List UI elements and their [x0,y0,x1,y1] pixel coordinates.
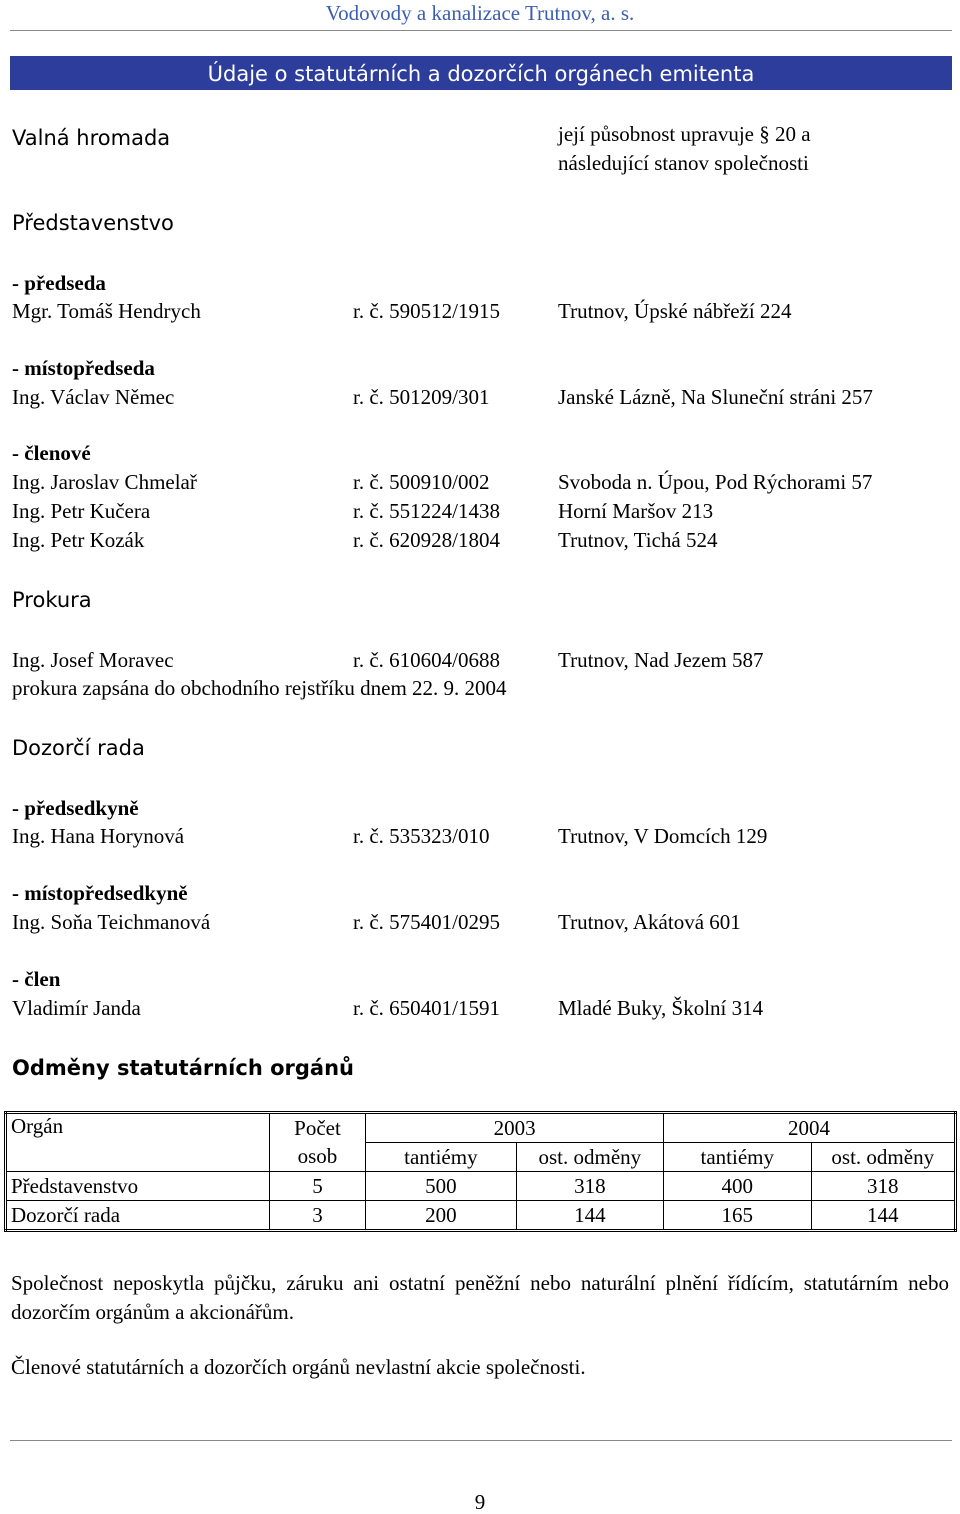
clen-label: - člen [12,967,61,991]
clenove-label: - členové [12,441,91,465]
prokura-note: prokura zapsána do obchodního rejstříku dnem 22. 9. 2004 [12,676,507,700]
cell-pocet: 3 [269,1201,365,1231]
section-banner [10,56,952,90]
clen-address: Trutnov, Tichá 524 [558,528,718,552]
cell-ost-2003: 144 [516,1201,663,1231]
subheader-ost-odmeny: ost. odměny [516,1143,663,1172]
subheader-tantiemy: tantiémy [366,1143,516,1172]
mistopredsedkyne-name: Ing. Soňa Teichmanová [12,910,211,934]
page-number: 9 [474,1490,486,1514]
header-pocet: Počet [269,1113,365,1143]
predsedkyne-name: Ing. Hana Horynová [12,824,185,848]
mistopredsedkyne-rc: r. č. 575401/0295 [353,910,500,934]
mistopredseda-label: - místopředseda [12,356,155,380]
cell-tantiemy-2003: 200 [366,1201,516,1231]
clen-rc: r. č. 620928/1804 [353,528,500,552]
valna-text-line1: její působnost upravuje § 20 a [558,122,811,146]
dozorci-heading: Dozorčí rada [12,736,145,760]
cell-organ: Dozorčí rada [6,1201,270,1231]
clen-name: Ing. Petr Kozák [12,528,145,552]
subheader-ost-odmeny: ost. odměny [811,1143,956,1172]
predsedkyne-rc: r. č. 535323/010 [353,824,490,848]
clen-name: Ing. Jaroslav Chmelař [12,470,197,494]
cell-tantiemy-2004: 400 [664,1172,811,1201]
table-row [6,1172,956,1201]
paragraph-loans: Společnost neposkytla půjčku, záruku ani ostatní peněžní nebo naturální plnění řídícím, statutárním nebo dozorčím orgánům a akcionářům. [11,1271,949,1324]
subheader-tantiemy: tantiémy [664,1143,811,1172]
clen-dr-name: Vladimír Janda [12,996,141,1020]
mistopredseda-rc: r. č. 501209/301 [353,385,490,409]
header-year-2004: 2004 [664,1113,956,1143]
valna-text-line2: následující stanov společnosti [558,151,809,175]
predsedkyne-address: Trutnov, V Domcích 129 [558,824,768,848]
valna-hromada-heading: Valná hromada [12,126,171,150]
header-year-2003: 2003 [366,1113,664,1143]
clen-name: Ing. Petr Kučera [12,499,151,523]
predseda-label: - předseda [12,271,106,295]
predstavenstvo-heading: Představenstvo [12,211,174,235]
prokura-name: Ing. Josef Moravec [12,648,174,672]
cell-pocet: 5 [269,1172,365,1201]
footer-divider [10,1440,952,1441]
predseda-address: Trutnov, Úpské nábřeží 224 [558,299,792,323]
predseda-name: Mgr. Tomáš Hendrych [12,299,201,323]
clen-address: Svoboda n. Úpou, Pod Rýchorami 57 [558,470,873,494]
predseda-rc: r. č. 590512/1915 [353,299,500,323]
odmeny-heading: Odměny statutárních orgánů [12,1056,354,1080]
prokura-rc: r. č. 610604/0688 [353,648,500,672]
prokura-address: Trutnov, Nad Jezem 587 [558,648,764,672]
cell-organ: Představenstvo [6,1172,270,1201]
clen-dr-address: Mladé Buky, Školní 314 [558,996,764,1020]
prokura-heading: Prokura [12,588,92,612]
header-organ: Orgán [6,1113,270,1172]
cell-ost-2003: 318 [516,1172,663,1201]
remuneration-table [4,1111,957,1232]
mistopredsedkyne-address: Trutnov, Akátová 601 [558,910,741,934]
clen-rc: r. č. 500910/002 [353,470,490,494]
clen-rc: r. č. 551224/1438 [353,499,500,523]
table-row [6,1201,956,1231]
cell-ost-2004: 144 [811,1201,956,1231]
header-divider [10,30,952,31]
mistopredsedkyne-label: - místopředsedkyně [12,881,188,905]
header-osob: osob [269,1143,365,1172]
paragraph-shares: Členové statutárních a dozorčích orgánů nevlastní akcie společnosti. [11,1355,586,1379]
company-header: Vodovody a kanalizace Trutnov, a. s. [325,1,635,25]
mistopredseda-name: Ing. Václav Němec [12,385,175,409]
cell-tantiemy-2003: 500 [366,1172,516,1201]
cell-tantiemy-2004: 165 [664,1201,811,1231]
banner-title: Údaje o statutárních a dozorčích orgánech emitenta [207,62,755,86]
table-header-row [6,1113,956,1143]
cell-ost-2004: 318 [811,1172,956,1201]
predsedkyne-label: - předsedkyně [12,796,139,820]
clen-address: Horní Maršov 213 [558,499,714,523]
clen-dr-rc: r. č. 650401/1591 [353,996,500,1020]
mistopredseda-address: Janské Lázně, Na Sluneční stráni 257 [558,385,873,409]
